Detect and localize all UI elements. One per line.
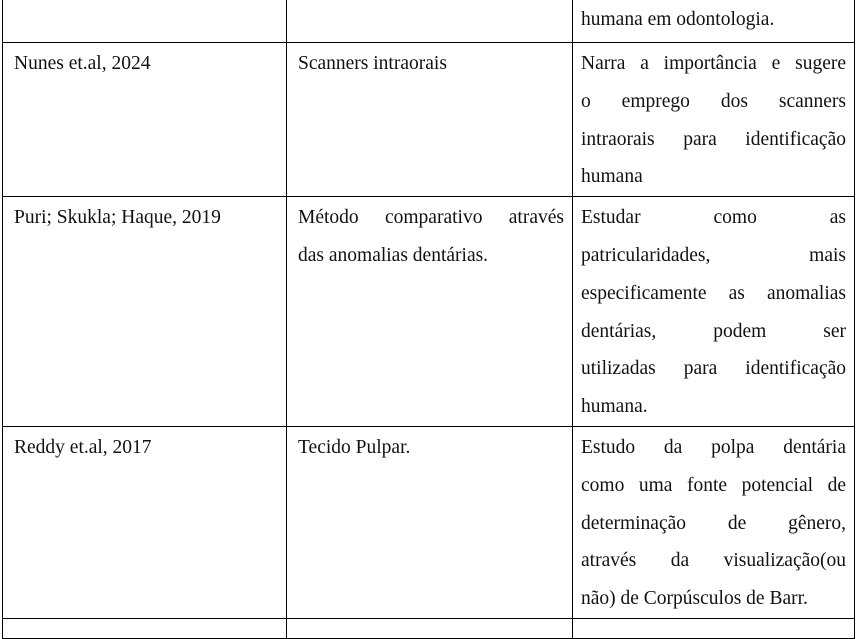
author-text: Reddy et.al, 2017: [14, 436, 152, 458]
author-cell: [3, 197, 287, 427]
table-row: [3, 426, 855, 618]
description-line: humana.: [581, 396, 648, 418]
topic-cell: [287, 197, 573, 427]
description-line: intraorais para identificação: [581, 128, 846, 150]
description-cell: [573, 0, 855, 43]
description-line: Estudo da polpa dentária: [581, 436, 846, 458]
topic-line: das anomalias dentárias.: [298, 244, 489, 266]
table-row: [3, 197, 855, 427]
table-row: [3, 43, 855, 197]
topic-cell: [287, 618, 573, 638]
description-line: humana em odontologia.: [581, 9, 775, 30]
author-cell: [3, 426, 287, 618]
author-text: Puri; Skukla; Haque, 2019: [14, 207, 221, 229]
table-row: [3, 0, 855, 43]
description-cell: [573, 426, 855, 618]
topic-cell: [287, 0, 573, 43]
description-line: utilizadas para identificação: [581, 358, 846, 380]
topic-cell: [287, 43, 573, 197]
topic-line: Método comparativo através: [298, 207, 564, 229]
description-line: humana: [581, 166, 643, 188]
description-line: determinação de gênero,: [581, 512, 846, 534]
description-line: como uma fonte potencial de: [581, 474, 846, 496]
author-cell: [3, 43, 287, 197]
description-line: patricularidades, mais: [581, 244, 846, 266]
author-cell: [3, 0, 287, 43]
description-line: especificamente as anomalias: [581, 282, 846, 304]
literature-table: [2, 0, 855, 639]
table-row: [3, 618, 855, 638]
description-line: Narra a importância e sugere: [581, 53, 846, 74]
author-cell: [3, 618, 287, 638]
description-line: não) de Corpúsculos de Barr.: [581, 588, 808, 610]
description-cell: [573, 618, 855, 638]
description-line: dentárias, podem ser: [581, 320, 846, 342]
description-line: Estudar como as: [581, 207, 846, 229]
author-text: Nunes et.al, 2024: [14, 53, 151, 74]
description-line: o emprego dos scanners: [581, 90, 846, 112]
topic-text: Tecido Pulpar.: [298, 436, 411, 458]
topic-cell: [287, 426, 573, 618]
description-cell: [573, 197, 855, 427]
description-line: através da visualização(ou: [581, 550, 846, 572]
description-cell: [573, 43, 855, 197]
topic-text: Scanners intraorais: [298, 53, 447, 74]
